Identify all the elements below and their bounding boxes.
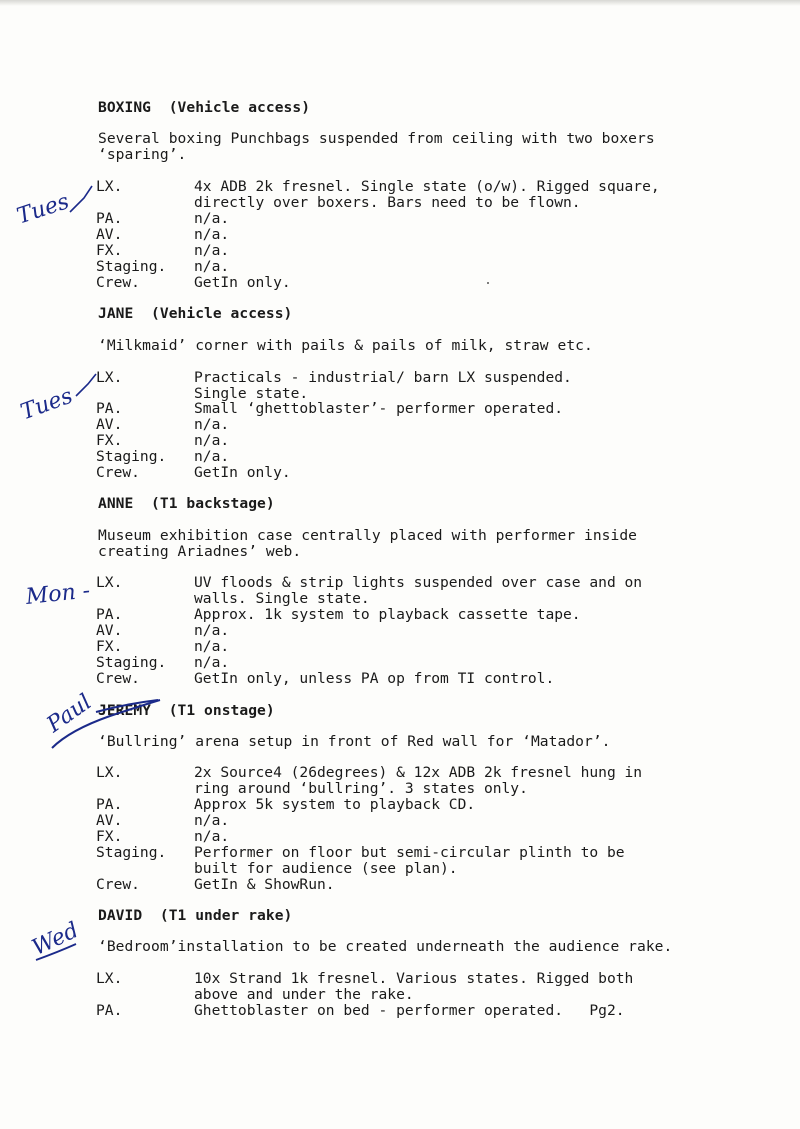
- spec-value: 10x Strand 1k fresnel. Various states. Rigged both: [194, 970, 634, 987]
- spec-value: UV floods & strip lights suspended over case and on: [194, 574, 643, 591]
- spec-label: Staging.: [96, 448, 167, 465]
- spec-row-fx: [96, 639, 700, 655]
- spec-row-lx: [96, 370, 700, 386]
- spec-value: n/a.: [194, 448, 230, 465]
- spec-label: FX.: [96, 828, 123, 845]
- spec-label: FX.: [96, 242, 123, 259]
- spec-row-lx: [96, 971, 700, 987]
- spec-row-lx: [96, 765, 700, 781]
- spec-label: PA.: [96, 1002, 123, 1019]
- spec-row-av: [96, 813, 700, 829]
- page-edge: [0, 0, 800, 6]
- spec-row-pa: [96, 797, 700, 813]
- spec-row-staging: [96, 449, 700, 465]
- spec-row-av: [96, 623, 700, 639]
- spec-value: above and under the rake.: [194, 986, 414, 1003]
- section-heading-jeremy: JEREMY (T1 onstage): [98, 702, 275, 719]
- spec-label: AV.: [96, 416, 123, 433]
- spec-row-fx: [96, 829, 700, 845]
- section-desc-line: Several boxing Punchbags suspended from ceiling with two boxers: [98, 130, 655, 147]
- spec-row-continuation: [96, 987, 700, 1003]
- section-desc-line: ‘Bullring’ arena setup in front of Red wall for ‘Matador’.: [98, 733, 611, 750]
- spec-row-staging: [96, 655, 700, 671]
- spec-value: n/a.: [194, 242, 230, 259]
- spec-row-continuation: [96, 591, 700, 607]
- spec-label: AV.: [96, 622, 123, 639]
- spec-row-continuation: [96, 195, 700, 211]
- spec-label: PA.: [96, 796, 123, 813]
- spec-value: n/a.: [194, 828, 230, 845]
- spec-row-continuation: [96, 781, 700, 797]
- spec-label: Crew.: [96, 274, 140, 291]
- spec-value: GetIn only, unless PA op from TI control.: [194, 670, 555, 687]
- handwritten-note-boxing: Tues: [13, 189, 73, 230]
- spec-value: Practicals - industrial/ barn LX suspended.: [194, 369, 572, 386]
- spec-value: GetIn only.: [194, 464, 291, 481]
- section-desc-line: ‘sparing’.: [98, 146, 187, 163]
- section-heading-boxing: BOXING (Vehicle access): [98, 99, 311, 116]
- spec-row-crew: [96, 465, 700, 481]
- spec-label: FX.: [96, 432, 123, 449]
- spec-label: Staging.: [96, 258, 167, 275]
- section-desc-line: creating Ariadnes’ web.: [98, 543, 302, 560]
- spec-label: LX.: [96, 178, 123, 195]
- spec-label: PA.: [96, 210, 123, 227]
- spec-value: n/a.: [194, 622, 230, 639]
- spec-value: n/a.: [194, 210, 230, 227]
- spec-value: n/a.: [194, 226, 230, 243]
- spec-row-pa: [96, 401, 700, 417]
- spec-row-pa: [96, 211, 700, 227]
- spec-value: GetIn only.: [194, 274, 291, 291]
- spec-label: Crew.: [96, 670, 140, 687]
- handwritten-note-david: Wed: [28, 917, 83, 961]
- spec-row-av: [96, 227, 700, 243]
- spec-row-pa: [96, 607, 700, 623]
- spec-value: walls. Single state.: [194, 590, 370, 607]
- spec-value: n/a.: [194, 416, 230, 433]
- handwritten-note-anne: Mon -: [24, 578, 92, 610]
- spec-row-continuation: [96, 861, 700, 877]
- spec-label: AV.: [96, 226, 123, 243]
- section-heading-david: DAVID (T1 under rake): [98, 907, 293, 924]
- spec-row-lx: [96, 179, 700, 195]
- spec-value: built for audience (see plan).: [194, 860, 458, 877]
- spec-label: AV.: [96, 812, 123, 829]
- spec-value: Single state.: [194, 385, 309, 402]
- spec-value: GetIn & ShowRun.: [194, 876, 335, 893]
- spec-value: n/a.: [194, 258, 230, 275]
- spec-row-crew: [96, 275, 700, 291]
- spec-label: Crew.: [96, 464, 140, 481]
- spec-label: Staging.: [96, 844, 167, 861]
- spec-value: ring around ‘bullring’. 3 states only.: [194, 780, 528, 797]
- spec-value: directly over boxers. Bars need to be flown.: [194, 194, 581, 211]
- spec-label: LX.: [96, 369, 123, 386]
- spec-label: LX.: [96, 574, 123, 591]
- spec-label: PA.: [96, 400, 123, 417]
- section-desc-line: ‘Bedroom’installation to be created underneath the audience rake.: [98, 938, 673, 955]
- spec-row-staging: [96, 259, 700, 275]
- spec-value: Small ‘ghettoblaster’- performer operated.: [194, 400, 564, 417]
- spec-label: Crew.: [96, 876, 140, 893]
- spec-value: Approx. 1k system to playback cassette tape.: [194, 606, 581, 623]
- spec-value: 4x ADB 2k fresnel. Single state (o/w). Rigged square,: [194, 178, 660, 195]
- spec-label: LX.: [96, 970, 123, 987]
- spec-row-pa: [96, 1003, 700, 1019]
- spec-value: Approx 5k system to playback CD.: [194, 796, 476, 813]
- section-desc-line: Museum exhibition case centrally placed with performer inside: [98, 527, 638, 544]
- spec-row-staging: [96, 845, 700, 861]
- pen-stroke: [70, 186, 92, 212]
- handwritten-note-jane: Tues: [17, 383, 77, 426]
- spec-row-fx: [96, 433, 700, 449]
- handwritten-note-jeremy: Paul: [42, 689, 97, 738]
- spec-value: n/a.: [194, 638, 230, 655]
- spec-value: n/a.: [194, 654, 230, 671]
- spec-row-av: [96, 417, 700, 433]
- section-desc-line: ‘Milkmaid’ corner with pails & pails of milk, straw etc.: [98, 337, 593, 354]
- section-heading-anne: ANNE (T1 backstage): [98, 495, 275, 512]
- spec-value: n/a.: [194, 812, 230, 829]
- spec-label: FX.: [96, 638, 123, 655]
- section-heading-jane: JANE (Vehicle access): [98, 305, 293, 322]
- spec-label: PA.: [96, 606, 123, 623]
- pen-stroke: [76, 374, 96, 396]
- spec-row-fx: [96, 243, 700, 259]
- spec-value: n/a.: [194, 432, 230, 449]
- spec-label: LX.: [96, 764, 123, 781]
- spec-value: 2x Source4 (26degrees) & 12x ADB 2k fresnel hung in: [194, 764, 643, 781]
- spec-row-crew: [96, 877, 700, 893]
- spec-label: Staging.: [96, 654, 167, 671]
- spec-row-crew: [96, 671, 700, 687]
- spec-row-lx: [96, 575, 700, 591]
- spec-value: Performer on floor but semi-circular plinth to be: [194, 844, 625, 861]
- spec-value: Ghettoblaster on bed - performer operated. Pg2.: [194, 1002, 625, 1019]
